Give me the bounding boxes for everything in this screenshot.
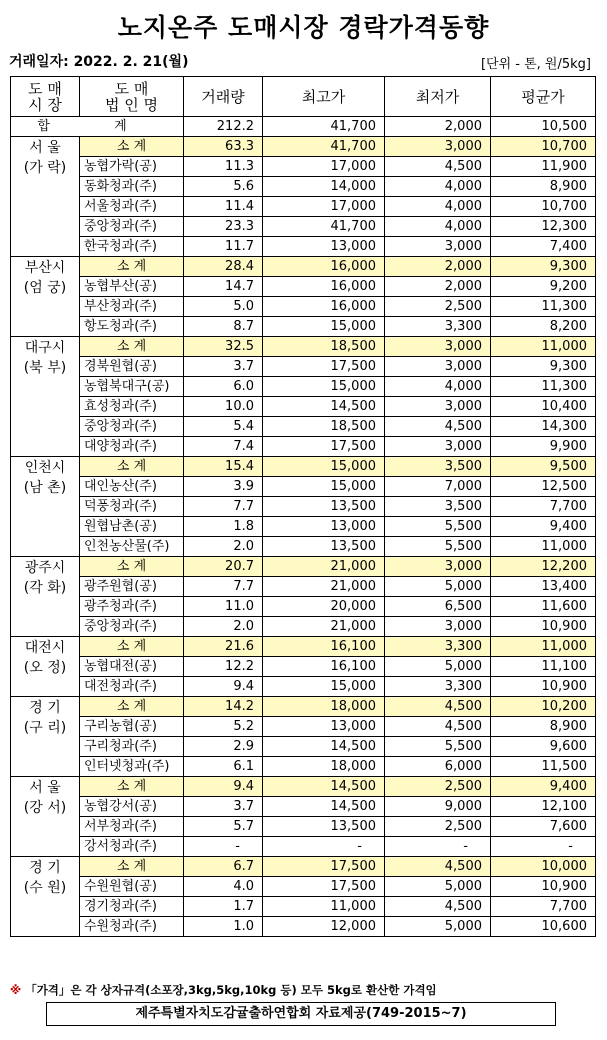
avg-price-cell: 10,900 [491, 617, 596, 637]
max-price-cell: 41,700 [263, 137, 385, 157]
avg-price-cell: 8,900 [491, 717, 596, 737]
table-row [11, 577, 596, 597]
subtotal-row [11, 857, 596, 877]
max-price-cell: 17,500 [263, 877, 385, 897]
volume-cell: 3.9 [184, 477, 263, 497]
avg-price-cell: 11,600 [491, 597, 596, 617]
max-price-cell: 13,500 [263, 537, 385, 557]
avg-price-cell: 10,400 [491, 397, 596, 417]
market-name: 경 기 [29, 860, 61, 876]
avg-price-cell: 10,700 [491, 197, 596, 217]
min-price-cell: 3,000 [385, 397, 491, 417]
min-price-cell: 4,500 [385, 697, 491, 717]
table-row [11, 517, 596, 537]
corp-name: 소 계 [80, 637, 184, 657]
min-price-cell: 4,000 [385, 197, 491, 217]
header-min: 최저가 [385, 77, 491, 117]
max-price-cell: 14,500 [263, 777, 385, 797]
corp-name: 소 계 [80, 337, 184, 357]
avg-price-cell: - [491, 837, 596, 857]
min-price-cell: 2,000 [385, 277, 491, 297]
avg-price-cell: 9,300 [491, 357, 596, 377]
min-price-cell: 6,500 [385, 597, 491, 617]
note-text: 「가격」은 각 상자규격(소포장,3kg,5kg,10kg 등) 모두 5kg로 환산한 가격임 [25, 983, 437, 997]
volume-cell: 7.7 [184, 497, 263, 517]
max-price-cell: 13,000 [263, 517, 385, 537]
avg-price-cell: 11,000 [491, 537, 596, 557]
min-price-cell: 5,500 [385, 737, 491, 757]
avg-price-cell: 10,900 [491, 677, 596, 697]
volume-cell: 7.7 [184, 577, 263, 597]
total-max: 41,700 [263, 117, 385, 137]
avg-price-cell: 11,900 [491, 157, 596, 177]
total-label: 합 계 [11, 117, 184, 137]
corp-name: 서부청과(주) [80, 817, 184, 837]
market-name: 경 기 [29, 700, 61, 716]
market-district: (가 락) [23, 160, 67, 176]
volume-cell: 1.8 [184, 517, 263, 537]
avg-price-cell: 10,900 [491, 877, 596, 897]
volume-cell: - [184, 837, 263, 857]
volume-cell: 2.9 [184, 737, 263, 757]
corp-name: 농협가락(공) [80, 157, 184, 177]
max-price-cell: 17,500 [263, 857, 385, 877]
avg-price-cell: 7,700 [491, 497, 596, 517]
corp-name: 농협북대구(공) [80, 377, 184, 397]
min-price-cell: 3,500 [385, 457, 491, 477]
max-price-cell: 17,500 [263, 437, 385, 457]
market-cell [11, 457, 80, 557]
avg-price-cell: 8,900 [491, 177, 596, 197]
avg-price-cell: 12,100 [491, 797, 596, 817]
min-price-cell: 3,000 [385, 437, 491, 457]
corp-name: 대인농산(주) [80, 477, 184, 497]
total-min: 2,000 [385, 117, 491, 137]
corp-name: 농협강서(공) [80, 797, 184, 817]
volume-cell: 10.0 [184, 397, 263, 417]
corp-name: 중앙청과(주) [80, 617, 184, 637]
max-price-cell: 13,000 [263, 237, 385, 257]
volume-cell: 6.0 [184, 377, 263, 397]
max-price-cell: 14,500 [263, 797, 385, 817]
avg-price-cell: 11,300 [491, 377, 596, 397]
corp-name: 강서청과(주) [80, 837, 184, 857]
corp-name: 소 계 [80, 457, 184, 477]
corp-name: 대양청과(주) [80, 437, 184, 457]
volume-cell: 8.7 [184, 317, 263, 337]
avg-price-cell: 11,000 [491, 337, 596, 357]
corp-name: 수원청과(주) [80, 917, 184, 937]
market-name: 부산시 [24, 260, 66, 276]
max-price-cell: 21,000 [263, 577, 385, 597]
table-row [11, 597, 596, 617]
table-row [11, 657, 596, 677]
market-cell [11, 337, 80, 457]
min-price-cell: 4,000 [385, 377, 491, 397]
volume-cell: 3.7 [184, 797, 263, 817]
volume-cell: 11.4 [184, 197, 263, 217]
volume-cell: 21.6 [184, 637, 263, 657]
volume-cell: 7.4 [184, 437, 263, 457]
table-row [11, 897, 596, 917]
market-name: 서 울 [29, 140, 61, 156]
min-price-cell: 4,500 [385, 857, 491, 877]
volume-cell: 11.3 [184, 157, 263, 177]
volume-cell: 23.3 [184, 217, 263, 237]
volume-cell: 15.4 [184, 457, 263, 477]
min-price-cell: 5,500 [385, 517, 491, 537]
market-district: (북 부) [23, 360, 67, 376]
subtotal-row [11, 457, 596, 477]
volume-cell: 5.4 [184, 417, 263, 437]
max-price-cell: 18,500 [263, 417, 385, 437]
max-price-cell: 15,000 [263, 677, 385, 697]
table-row [11, 197, 596, 217]
avg-price-cell: 12,300 [491, 217, 596, 237]
market-district: (각 화) [23, 580, 67, 596]
table-row [11, 837, 596, 857]
min-price-cell: 3,000 [385, 337, 491, 357]
max-price-cell: 14,000 [263, 177, 385, 197]
max-price-cell: 13,500 [263, 497, 385, 517]
corp-name: 소 계 [80, 137, 184, 157]
volume-cell: 6.1 [184, 757, 263, 777]
min-price-cell: 2,500 [385, 297, 491, 317]
volume-cell: 4.0 [184, 877, 263, 897]
market-district: (수 원) [23, 880, 67, 896]
table-row [11, 617, 596, 637]
max-price-cell: 16,000 [263, 257, 385, 277]
data-source: 제주특별자치도감귤출하연합회 자료제공(749-2015~7) [46, 1002, 556, 1026]
max-price-cell: 16,100 [263, 637, 385, 657]
table-row [11, 797, 596, 817]
corp-name: 덕풍청과(주) [80, 497, 184, 517]
market-name: 광주시 [24, 560, 66, 576]
corp-name: 농협부산(공) [80, 277, 184, 297]
corp-name: 소 계 [80, 257, 184, 277]
max-price-cell: 15,000 [263, 477, 385, 497]
corp-name: 구리농협(공) [80, 717, 184, 737]
table-row [11, 297, 596, 317]
corp-name: 인터넷청과(주) [80, 757, 184, 777]
subtotal-row [11, 697, 596, 717]
max-price-cell: 17,000 [263, 157, 385, 177]
max-price-cell: 17,500 [263, 357, 385, 377]
avg-price-cell: 13,400 [491, 577, 596, 597]
max-price-cell: 21,000 [263, 557, 385, 577]
table-body [11, 137, 596, 937]
max-price-cell: 41,700 [263, 217, 385, 237]
min-price-cell: 7,000 [385, 477, 491, 497]
min-price-cell: 3,300 [385, 637, 491, 657]
max-price-cell: 18,000 [263, 697, 385, 717]
volume-cell: 3.7 [184, 357, 263, 377]
max-price-cell: 15,000 [263, 377, 385, 397]
min-price-cell: 3,000 [385, 137, 491, 157]
market-cell [11, 257, 80, 337]
avg-price-cell: 12,500 [491, 477, 596, 497]
avg-price-cell: 7,700 [491, 897, 596, 917]
table-row [11, 317, 596, 337]
corp-name: 효성청과(주) [80, 397, 184, 417]
min-price-cell: - [385, 837, 491, 857]
volume-cell: 14.7 [184, 277, 263, 297]
price-table [10, 76, 596, 937]
market-district: (오 정) [23, 660, 67, 676]
table-row [11, 737, 596, 757]
max-price-cell: 18,500 [263, 337, 385, 357]
volume-cell: 14.2 [184, 697, 263, 717]
avg-price-cell: 10,000 [491, 857, 596, 877]
min-price-cell: 3,000 [385, 357, 491, 377]
corp-name: 경기청과(주) [80, 897, 184, 917]
avg-price-cell: 9,600 [491, 737, 596, 757]
avg-price-cell: 9,200 [491, 277, 596, 297]
market-cell [11, 857, 80, 937]
max-price-cell: 15,000 [263, 457, 385, 477]
corp-name: 소 계 [80, 697, 184, 717]
avg-price-cell: 10,200 [491, 697, 596, 717]
max-price-cell: 16,000 [263, 277, 385, 297]
min-price-cell: 5,000 [385, 877, 491, 897]
table-row [11, 177, 596, 197]
volume-cell: 9.4 [184, 777, 263, 797]
corp-name: 소 계 [80, 857, 184, 877]
total-avg: 10,500 [491, 117, 596, 137]
corp-name: 인천농산물(주) [80, 537, 184, 557]
subtotal-row [11, 557, 596, 577]
avg-price-cell: 11,500 [491, 757, 596, 777]
corp-name: 동화청과(주) [80, 177, 184, 197]
min-price-cell: 3,000 [385, 617, 491, 637]
max-price-cell: 21,000 [263, 617, 385, 637]
market-district: (강 서) [23, 800, 67, 816]
max-price-cell: 16,100 [263, 657, 385, 677]
avg-price-cell: 9,400 [491, 517, 596, 537]
max-price-cell: 12,000 [263, 917, 385, 937]
header-market: 도 매 시 장 [11, 77, 80, 117]
corp-name: 소 계 [80, 557, 184, 577]
subtotal-row [11, 637, 596, 657]
market-cell [11, 777, 80, 857]
min-price-cell: 3,000 [385, 237, 491, 257]
min-price-cell: 2,500 [385, 817, 491, 837]
market-name: 서 울 [29, 780, 61, 796]
avg-price-cell: 9,900 [491, 437, 596, 457]
table-row [11, 917, 596, 937]
unit-label: [단위 - 톤, 원/5kg] [480, 57, 591, 72]
min-price-cell: 9,000 [385, 797, 491, 817]
max-price-cell: 13,500 [263, 817, 385, 837]
subtotal-row [11, 777, 596, 797]
table-row [11, 237, 596, 257]
corp-name: 부산청과(주) [80, 297, 184, 317]
volume-cell: 11.0 [184, 597, 263, 617]
max-price-cell: 15,000 [263, 317, 385, 337]
table-row [11, 397, 596, 417]
table-row [11, 477, 596, 497]
min-price-cell: 3,500 [385, 497, 491, 517]
avg-price-cell: 10,700 [491, 137, 596, 157]
page-title: 노지온주 도매시장 경락가격동향 [117, 13, 490, 42]
avg-price-cell: 9,300 [491, 257, 596, 277]
subtotal-row [11, 137, 596, 157]
min-price-cell: 4,500 [385, 417, 491, 437]
volume-cell: 20.7 [184, 557, 263, 577]
corp-name: 경북원협(공) [80, 357, 184, 377]
corp-name: 원협남촌(공) [80, 517, 184, 537]
total-row [11, 117, 596, 137]
market-name: 대전시 [24, 640, 66, 656]
header-avg: 평균가 [491, 77, 596, 117]
avg-price-cell: 11,100 [491, 657, 596, 677]
max-price-cell: - [263, 837, 385, 857]
max-price-cell: 20,000 [263, 597, 385, 617]
volume-cell: 5.7 [184, 817, 263, 837]
avg-price-cell: 12,200 [491, 557, 596, 577]
corp-name: 광주청과(주) [80, 597, 184, 617]
header-volume: 거래량 [184, 77, 263, 117]
volume-cell: 11.7 [184, 237, 263, 257]
avg-price-cell: 11,000 [491, 637, 596, 657]
min-price-cell: 4,000 [385, 177, 491, 197]
max-price-cell: 13,000 [263, 717, 385, 737]
avg-price-cell: 11,300 [491, 297, 596, 317]
max-price-cell: 18,000 [263, 757, 385, 777]
note-symbol: ※ [10, 983, 22, 997]
avg-price-cell: 9,500 [491, 457, 596, 477]
volume-cell: 5.6 [184, 177, 263, 197]
max-price-cell: 11,000 [263, 897, 385, 917]
max-price-cell: 14,500 [263, 397, 385, 417]
corp-name: 광주원협(공) [80, 577, 184, 597]
corp-name: 서울청과(주) [80, 197, 184, 217]
volume-cell: 2.0 [184, 617, 263, 637]
min-price-cell: 5,000 [385, 657, 491, 677]
market-district: (엄 궁) [23, 280, 67, 296]
volume-cell: 1.7 [184, 897, 263, 917]
min-price-cell: 4,000 [385, 217, 491, 237]
avg-price-cell: 7,600 [491, 817, 596, 837]
min-price-cell: 6,000 [385, 757, 491, 777]
total-volume: 212.2 [184, 117, 263, 137]
avg-price-cell: 7,400 [491, 237, 596, 257]
corp-name: 중앙청과(주) [80, 417, 184, 437]
market-cell [11, 137, 80, 257]
table-row [11, 677, 596, 697]
header-corp: 도 매 법 인 명 [80, 77, 184, 117]
corp-name: 한국청과(주) [80, 237, 184, 257]
volume-cell: 28.4 [184, 257, 263, 277]
volume-cell: 5.2 [184, 717, 263, 737]
table-row [11, 357, 596, 377]
min-price-cell: 5,000 [385, 577, 491, 597]
min-price-cell: 2,000 [385, 257, 491, 277]
table-row [11, 877, 596, 897]
min-price-cell: 4,500 [385, 897, 491, 917]
table-row [11, 497, 596, 517]
table-row [11, 817, 596, 837]
table-row [11, 537, 596, 557]
min-price-cell: 5,500 [385, 537, 491, 557]
min-price-cell: 4,500 [385, 157, 491, 177]
corp-name: 구리청과(주) [80, 737, 184, 757]
header-row [11, 77, 596, 117]
table-row [11, 757, 596, 777]
volume-cell: 9.4 [184, 677, 263, 697]
volume-cell: 6.7 [184, 857, 263, 877]
min-price-cell: 5,000 [385, 917, 491, 937]
table-row [11, 157, 596, 177]
corp-name: 농협대전(공) [80, 657, 184, 677]
min-price-cell: 4,500 [385, 717, 491, 737]
market-cell [11, 697, 80, 777]
header-max: 최고가 [263, 77, 385, 117]
corp-name: 수원원협(공) [80, 877, 184, 897]
market-district: (남 촌) [23, 480, 67, 496]
table-row [11, 217, 596, 237]
table-row [11, 417, 596, 437]
subtotal-row [11, 257, 596, 277]
avg-price-cell: 10,600 [491, 917, 596, 937]
subtotal-row [11, 337, 596, 357]
min-price-cell: 3,300 [385, 317, 491, 337]
volume-cell: 32.5 [184, 337, 263, 357]
market-name: 인천시 [24, 460, 66, 476]
corp-name: 항도청과(주) [80, 317, 184, 337]
min-price-cell: 3,300 [385, 677, 491, 697]
volume-cell: 1.0 [184, 917, 263, 937]
max-price-cell: 16,000 [263, 297, 385, 317]
corp-name: 소 계 [80, 777, 184, 797]
corp-name: 중앙청과(주) [80, 217, 184, 237]
table-row [11, 717, 596, 737]
avg-price-cell: 9,400 [491, 777, 596, 797]
table-row [11, 377, 596, 397]
corp-name: 대전청과(주) [80, 677, 184, 697]
table-row [11, 437, 596, 457]
footnote [10, 982, 437, 998]
market-district: (구 리) [23, 720, 67, 736]
market-name: 대구시 [24, 340, 66, 356]
avg-price-cell: 14,300 [491, 417, 596, 437]
min-price-cell: 2,500 [385, 777, 491, 797]
max-price-cell: 17,000 [263, 197, 385, 217]
market-cell [11, 557, 80, 637]
volume-cell: 63.3 [184, 137, 263, 157]
max-price-cell: 14,500 [263, 737, 385, 757]
trade-date: 거래일자: 2022. 2. 21(월) [9, 54, 189, 70]
min-price-cell: 3,000 [385, 557, 491, 577]
volume-cell: 5.0 [184, 297, 263, 317]
market-cell [11, 637, 80, 697]
table-row [11, 277, 596, 297]
volume-cell: 12.2 [184, 657, 263, 677]
avg-price-cell: 8,200 [491, 317, 596, 337]
volume-cell: 2.0 [184, 537, 263, 557]
